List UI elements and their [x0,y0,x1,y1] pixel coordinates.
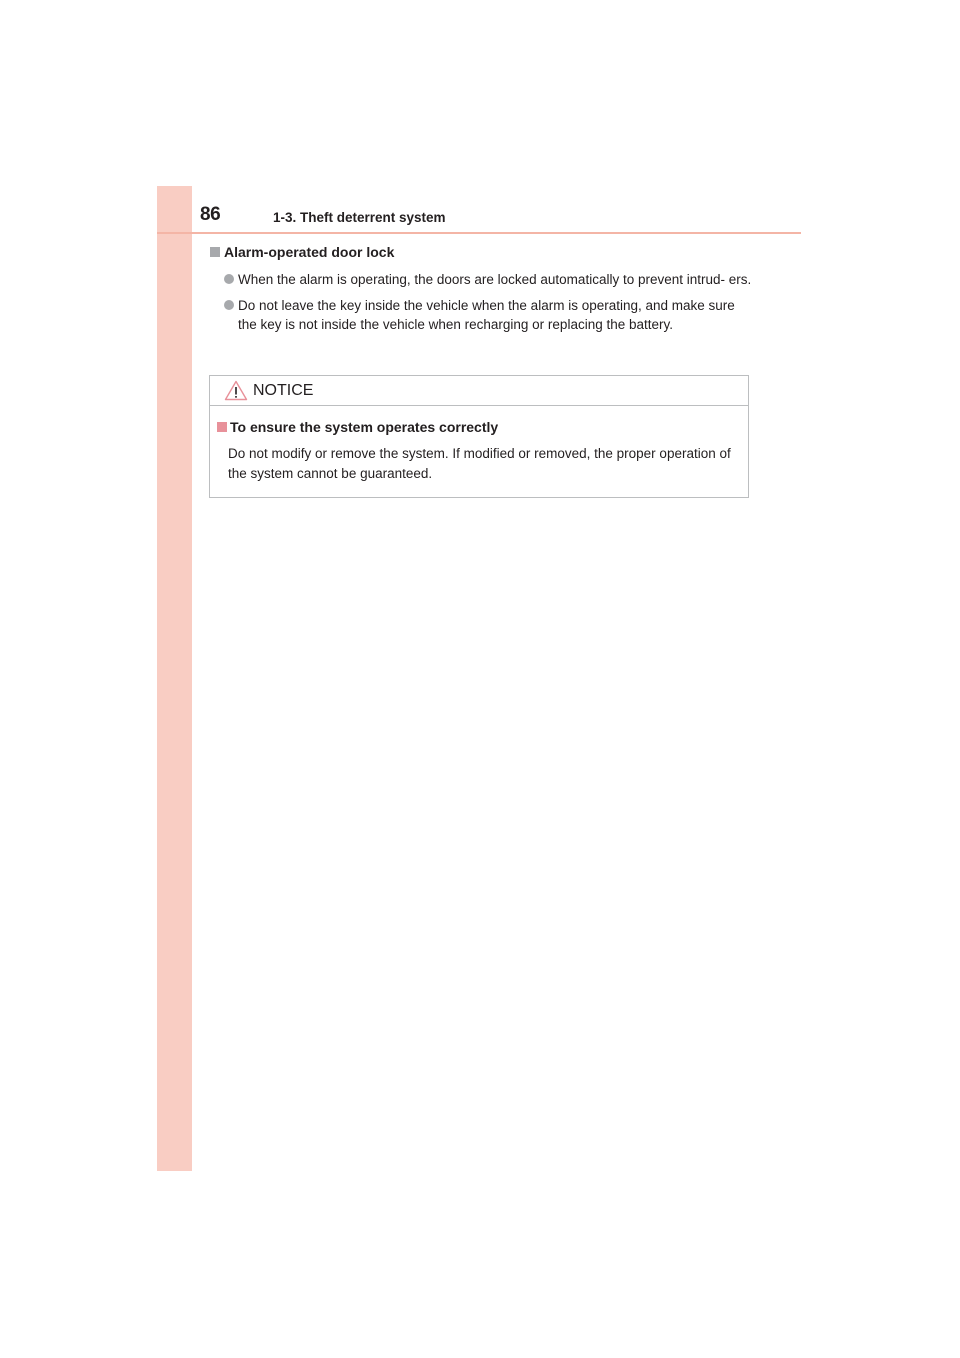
header-rule [157,232,801,234]
side-color-band [157,186,192,1171]
dot-marker-icon [224,274,234,284]
list-item [224,296,754,335]
page-number: 86 [200,204,221,225]
notice-subheading [217,419,498,435]
bullet-text: Do not leave the key inside the vehicle when the alarm is operating, and make sure the key is not inside the vehicle when recharging or replacing the battery. [238,297,735,332]
list-item [224,270,754,290]
notice-subheading-text: To ensure the system operates correctly [230,419,499,435]
warning-triangle-icon [224,380,248,401]
dot-marker-icon [224,300,234,310]
bullet-text: When the alarm is operating, the doors are locked automatically to prevent intrud- ers. [238,272,752,287]
notice-label: NOTICE [253,381,314,399]
chapter-title: 1-3. Theft deterrent system [273,210,446,225]
notice-body: Do not modify or remove the system. If modified or removed, the proper operation of the system cannot be guaranteed. [228,446,731,481]
notice-box [209,375,749,498]
section-heading-text: Alarm-operated door lock [224,244,395,260]
notice-header [210,376,748,406]
square-marker-icon [217,422,227,432]
section-heading [210,244,394,260]
bullet-list [224,270,754,341]
square-marker-icon [210,247,220,257]
